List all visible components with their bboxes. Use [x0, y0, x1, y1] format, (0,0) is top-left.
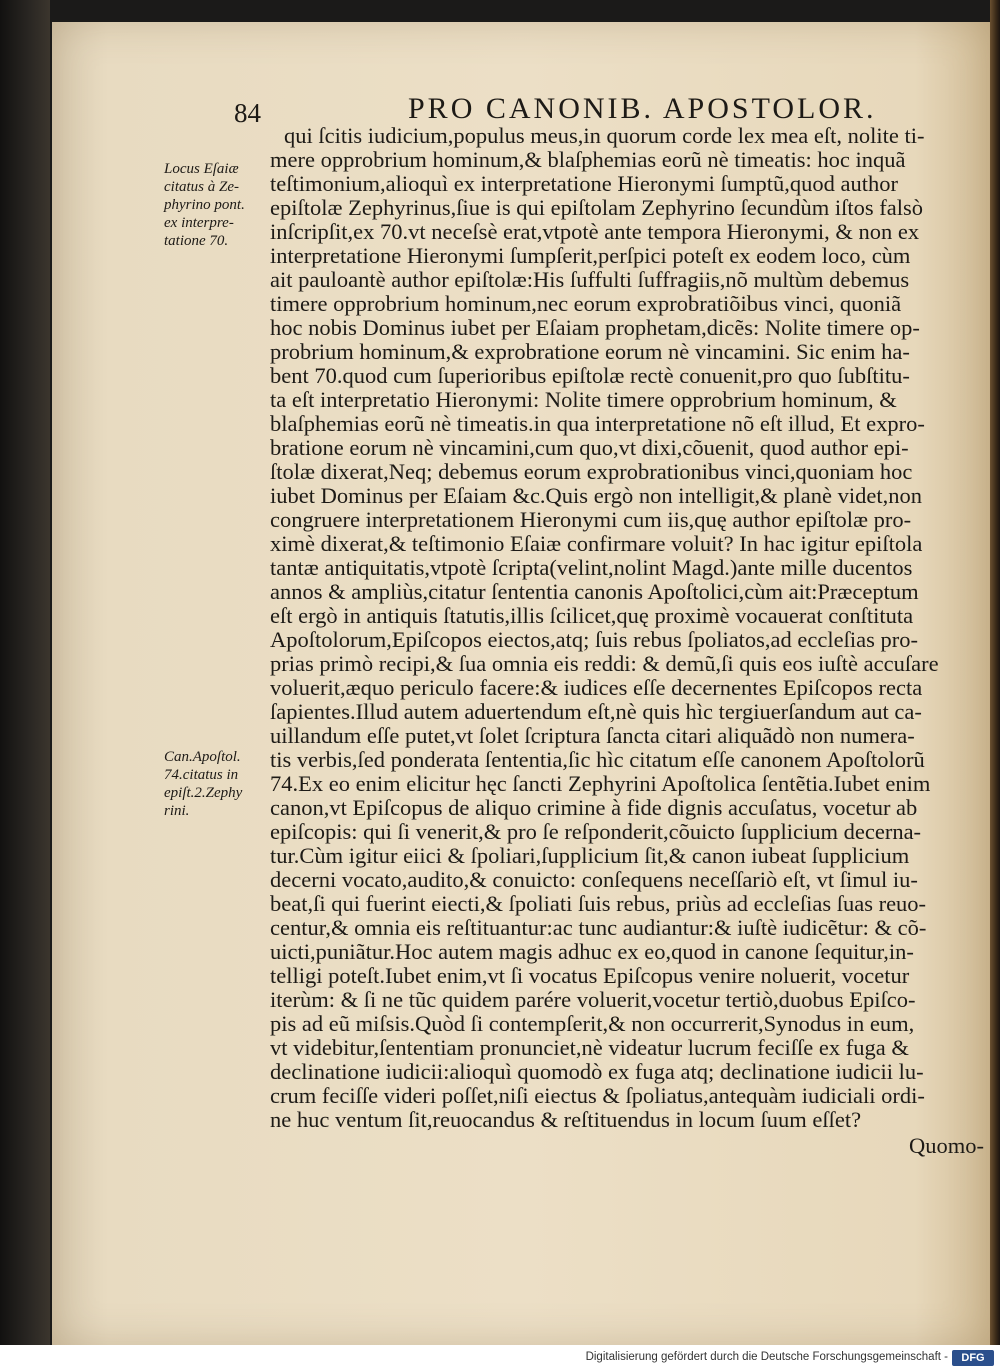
text-line: ximè dixerat,& teſtimonio Eſaiæ confirmare voluit? In hac igitur epiſtola — [270, 531, 923, 556]
text-line: vt videbitur,ſententiam pronunciet,nè videatur lucrum feciſſe ex fuga & — [270, 1035, 909, 1060]
text-line: ſtolæ dixerat,Neq; debemus eorum exprobrationibus vinci,quoniam hoc — [270, 459, 913, 484]
text-line: eſt ergò in antiquis ſtatutis,illis ſcilicet,quę proximè vocauerat conſtituta — [270, 603, 914, 628]
marginal-note-esaias — [164, 160, 268, 250]
text-line: tur.Cùm igitur eiici & ſpoliari,ſupplicium ſit,& canon iubeat ſupplicium — [270, 843, 910, 868]
marginal-note-line: phyrino pont. — [164, 197, 245, 213]
text-line: tantæ antiquitatis,vtpotè ſcripta(velint,nolint Magd.)ante mille ducentos — [270, 555, 913, 580]
text-line: qui ſcitis iudicium,populus meus,in quorum corde lex mea eſt, nolite ti- — [284, 123, 925, 148]
text-line: uicti,puniãtur.Hoc autem magis adhuc ex eo,quod in canone ſequitur,in- — [270, 939, 914, 964]
marginal-note-canon — [164, 748, 268, 820]
text-line: ne huc ventum ſit,reuocandus & reſtituendus in locum ſuum eſſet? — [270, 1107, 862, 1132]
marginal-note-line: tatione 70. — [164, 233, 229, 249]
text-line: iterùm: & ſi ne tũc quidem parére voluerit,vocetur tertiò,duobus Epiſco- — [270, 987, 916, 1012]
text-line: beat,ſi qui fuerint eiecti,& ſpoliati ſuis rebus, priùs ad eccleſias ſuas reuo- — [270, 891, 927, 916]
dfg-logo: DFG — [952, 1350, 994, 1366]
marginal-note-line: rini. — [164, 803, 190, 819]
text-line: pis ad eũ miſsis.Quòd ſi contempſerit,& non occurrerit,Synodus in eum, — [270, 1011, 915, 1036]
text-line: iubet Dominus per Eſaiam &c.Quis ergò non intelligit,& planè videt,non — [270, 483, 922, 508]
marginal-note-line: epiſt.2.Zephy — [164, 785, 243, 801]
text-line: centur,& omnia eis reſtituantur:ac tunc audiantur:& iuſtè iudicẽtur: & cõ- — [270, 915, 927, 940]
text-line: decerni vocato,audito,& conuicto: conſequens neceſſariò eſt, vt ſimul iu- — [270, 867, 918, 892]
text-line: 74.Ex eo enim elicitur hęc ſancti Zephyrini Apoſtolica ſentẽtia.Iubet enim — [270, 771, 931, 796]
marginal-note-line: Can.Apoſtol. — [164, 749, 241, 765]
funding-notice: Digitalisierung gefördert durch die Deutsche Forschungsgemeinschaft - — [585, 1351, 948, 1363]
text-line: epiſcopis: qui ſi venerit,& pro ſe reſponderit,cõuicto ſupplicium decerna- — [270, 819, 922, 844]
book-page-edge — [990, 0, 1000, 1345]
text-line: ait pauloantè author epiſtolæ:His ſuffulti ſuffragiis,nõ multùm debemus — [270, 267, 910, 292]
footer-bar — [0, 1345, 1000, 1372]
catchword: Quomo- — [909, 1133, 984, 1158]
marginal-note-line: Locus Eſaiæ — [164, 161, 239, 177]
text-line: ta eſt interpretatio Hieronymi: Nolite timere opprobrium hominum, & — [270, 387, 897, 412]
text-line: ſapientes.Illud autem aduertendum eſt,nè quis hìc tergiuerſandum aut ca- — [270, 699, 922, 724]
body-text — [270, 124, 990, 1158]
text-line: prias primò recipi,& ſua omnia eis reddi: & demũ,ſi quis eos iuſtè accuſare — [270, 651, 939, 676]
text-line: crum feciſſe videri poſſet,niſi eiectus & ſpoliatus,antequàm iudiciali ordi- — [270, 1083, 925, 1108]
text-line: bratione eorum nè vincamini,cum quo,vt dixi,cõuenit, quod author epi- — [270, 435, 909, 460]
marginal-note-line: ex interpre- — [164, 215, 234, 231]
text-line: teſtimonium,alioquì ex interpretatione Hieronymi ſumptũ,quod author — [270, 171, 899, 196]
text-line: canon,vt Epiſcopus de aliquo crimine à fide dignis accuſatus, vocetur ab — [270, 795, 918, 820]
text-line: voluerit,æquo periculo facere:& iudices eſſe decernentes Epiſcopos recta — [270, 675, 923, 700]
text-line: inſcripſit,ex 70.vt neceſsè erat,vtpotè ante tempora Hieronymi, & non ex — [270, 219, 920, 244]
text-line: Apoſtolorum,Epiſcopos eiectos,atq; ſuis rebus ſpoliatos,ad eccleſias pro- — [270, 627, 918, 652]
scan-background-left — [0, 0, 50, 1345]
text-line: probrium hominum,& exprobratione eorum nè vincamini. Sic enim ha- — [270, 339, 910, 364]
text-line: hoc nobis Dominus iubet per Eſaiam prophetam,dicẽs: Nolite timere op- — [270, 315, 920, 340]
text-line: bent 70.quod cum ſuperioribus epiſtolæ rectè conuenit,pro quo ſubſtitu- — [270, 363, 910, 388]
text-line: tis verbis,ſed ponderata ſententia,ſic hìc citatum eſſe canonem Apoſtolorũ — [270, 747, 925, 772]
marginal-note-line: citatus à Ze- — [164, 179, 239, 195]
marginal-note-line: 74.citatus in — [164, 767, 239, 783]
text-line: blaſphemias eorũ nè timeatis.in qua interpretatione nõ eſt illud, Et expro- — [270, 411, 925, 436]
text-line: uillandum eſſe putet,vt ſolet ſcriptura ſancta citari aliquãdò non numera- — [270, 723, 915, 748]
running-head: PRO CANONIB. APOSTOLOR. — [408, 92, 877, 125]
text-line: interpretatione Hieronymi ſumpſerit,perſpici poteſt ex eodem loco, cùm — [270, 243, 911, 268]
text-line: timere opprobrium hominum,nec eorum exprobratiõibus vinci, quoniã — [270, 291, 902, 316]
text-line: declinatione iudicii:alioquì quomodò ex fuga atq; declinatione iudicii lu- — [270, 1059, 924, 1084]
text-line: annos & ampliùs,citatur ſententia canonis Apoſtolici,cùm ait:Præceptum — [270, 579, 919, 604]
text-line: mere opprobrium hominum,& blaſphemias eorũ nè timeatis: hoc inquã — [270, 147, 906, 172]
page-number: 84 — [234, 98, 261, 128]
text-line: telligi poteſt.Iubet enim,vt ſi vocatus Epiſcopus venire noluerit, vocetur — [270, 963, 910, 988]
text-line: congruere interpretationem Hieronymi cum iis,quę author epiſtolæ pro- — [270, 507, 912, 532]
text-line: epiſtolæ Zephyrinus,ſiue is qui epiſtolam Zephyrino ſecundùm iſtos falsò — [270, 195, 924, 220]
